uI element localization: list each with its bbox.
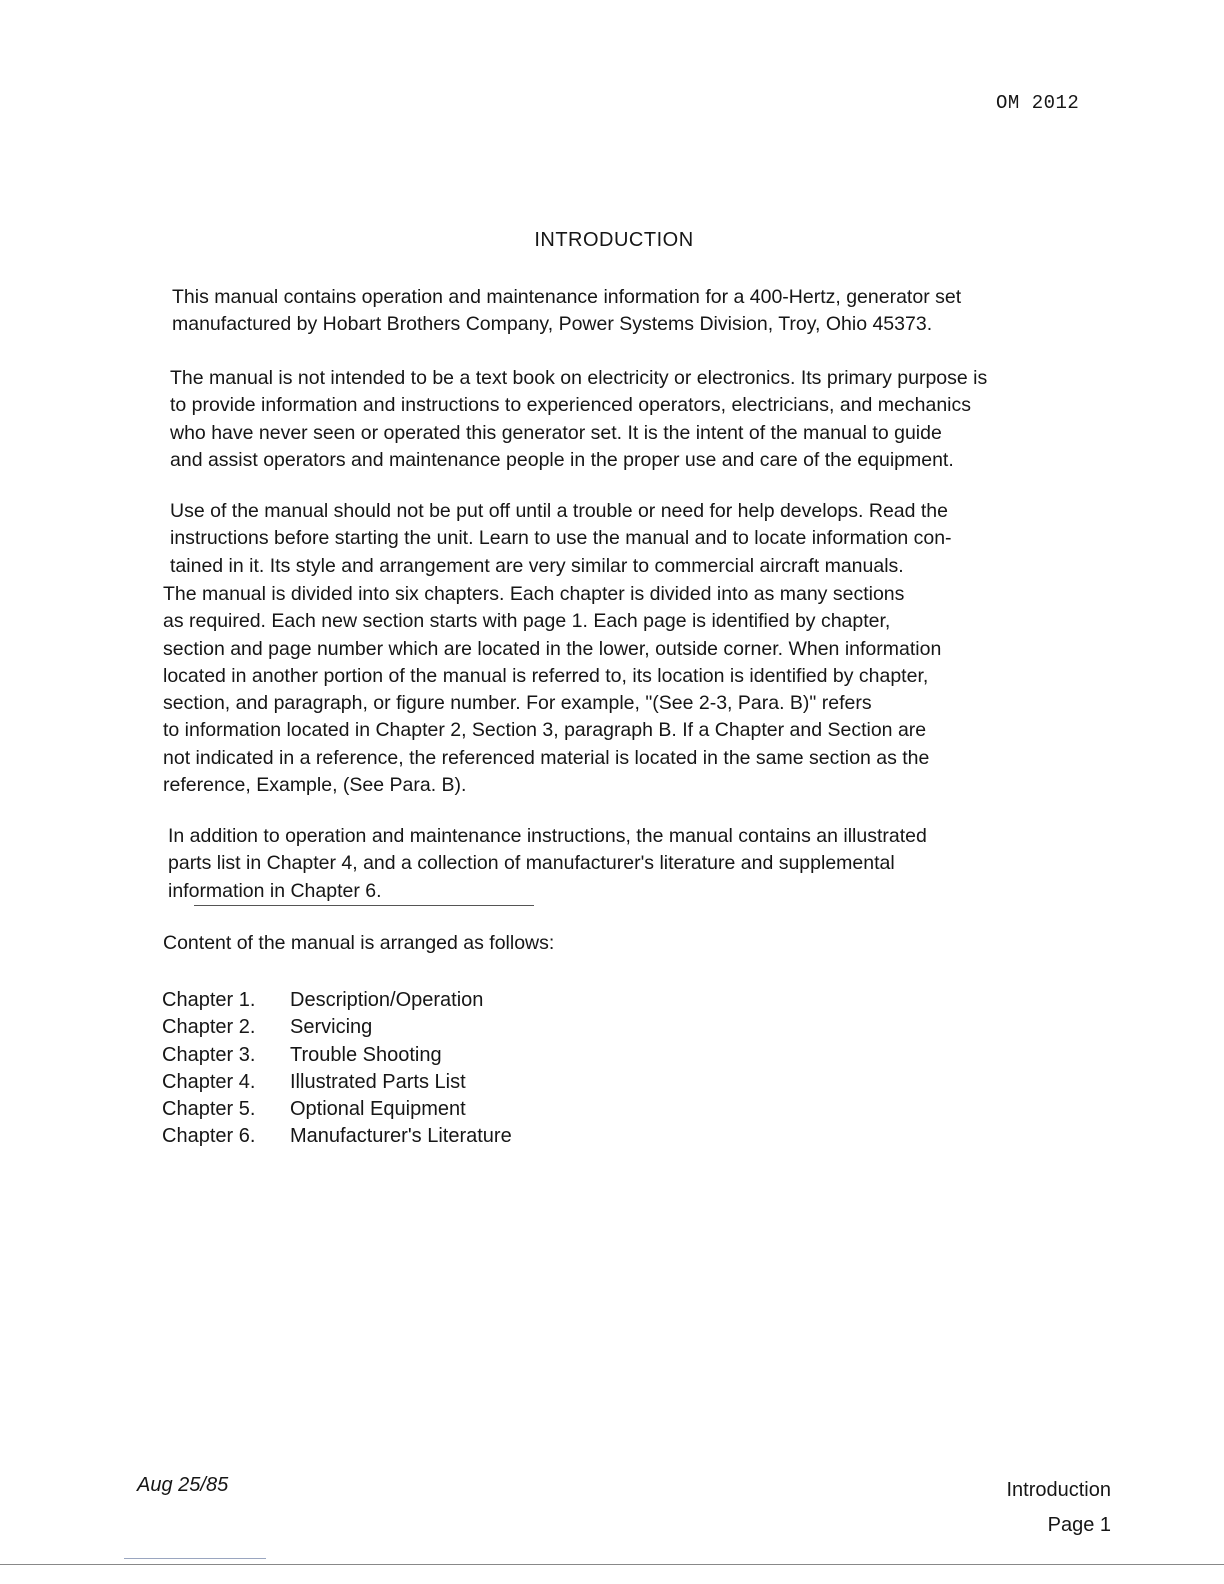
scan-mark	[124, 1558, 266, 1559]
paragraph-organization	[163, 581, 941, 799]
paragraph-line: information in Chapter 6.	[168, 879, 382, 902]
chapter-title: Servicing	[290, 1016, 373, 1039]
scan-edge	[0, 1564, 1224, 1565]
paragraph-line: section, and paragraph, or figure number. For example, "(See 2-3, Para. B)" refers	[163, 692, 872, 715]
chapter-number: Chapter 3.	[162, 1043, 256, 1066]
chapter-number: Chapter 1.	[162, 989, 256, 1011]
page-title: INTRODUCTION	[534, 229, 694, 251]
paragraph-line: as required. Each new section starts with page 1. Each page is identified by chapter,	[163, 610, 891, 633]
document-number: OM 2012	[996, 92, 1080, 114]
paragraph-line: manufactured by Hobart Brothers Company, Power Systems Division, Troy, Ohio 45373.	[172, 313, 933, 336]
paragraph-line: instructions before starting the unit. Learn to use the manual and to locate information con-	[170, 527, 952, 550]
chapter-number: Chapter 6.	[162, 1125, 256, 1148]
footer-section-name: Introduction	[1006, 1479, 1111, 1501]
paragraph-line: located in another portion of the manual is referred to, its location is identified by chapter,	[163, 664, 929, 687]
paragraph-line: section and page number which are located in the lower, outside corner. When information	[163, 637, 942, 660]
paragraph-line: who have never seen or operated this generator set. It is the intent of the manual to guide	[170, 421, 942, 444]
paragraph-line: This manual contains operation and maintenance information for a 400-Hertz, generator set	[172, 286, 962, 308]
chapter-item	[162, 1042, 512, 1069]
paragraph-line: Use of the manual should not be put off until a trouble or need for help develops. Read the	[170, 500, 949, 522]
paragraph-line: tained in it. Its style and arrangement are very similar to commercial aircraft manuals.	[170, 554, 904, 577]
paragraph-line: The manual is not intended to be a text book on electricity or electronics. Its primary purpose is	[170, 367, 988, 389]
paragraph-intent	[170, 365, 987, 474]
chapter-item	[162, 1069, 512, 1096]
chapter-number: Chapter 4.	[162, 1070, 256, 1093]
chapter-number: Chapter 5.	[162, 1098, 256, 1121]
paragraph-line: The manual is divided into six chapters. Each chapter is divided into as many sections	[163, 583, 905, 605]
chapter-title: Illustrated Parts List	[290, 1070, 466, 1093]
chapter-item	[162, 987, 512, 1014]
chapter-title: Description/Operation	[290, 989, 484, 1011]
chapter-item	[162, 1123, 512, 1150]
paragraph-line: parts list in Chapter 4, and a collection of manufacturer's literature and supplemental	[168, 852, 895, 875]
chapter-list	[162, 987, 512, 1151]
chapter-title: Optional Equipment	[290, 1098, 466, 1121]
revision-date: Aug 25/85	[137, 1474, 229, 1496]
chapter-title: Trouble Shooting	[290, 1043, 442, 1066]
paragraph-line: and assist operators and maintenance people in the proper use and care of the equipment.	[170, 448, 954, 471]
chapter-number: Chapter 2.	[162, 1016, 256, 1039]
chapter-item	[162, 1014, 512, 1041]
paragraph-line: reference, Example, (See Para. B).	[163, 774, 467, 797]
paragraph-purpose	[172, 284, 961, 339]
paragraph-line: not indicated in a reference, the referenced material is located in the same section as the	[163, 746, 930, 769]
page-number: Page 1	[1047, 1514, 1111, 1536]
paragraph-line: to provide information and instructions to experienced operators, electricians, and mechanics	[170, 394, 972, 417]
chapter-title: Manufacturer's Literature	[290, 1125, 512, 1148]
paragraph-line: In addition to operation and maintenance instructions, the manual contains an illustrated	[168, 825, 927, 847]
underline-rule	[194, 905, 534, 906]
paragraph-contents	[168, 823, 927, 905]
content-intro: Content of the manual is arranged as follows:	[163, 932, 555, 954]
chapter-item	[162, 1096, 512, 1123]
paragraph-usage	[170, 498, 952, 580]
paragraph-line: to information located in Chapter 2, Section 3, paragraph B. If a Chapter and Section are	[163, 719, 927, 742]
